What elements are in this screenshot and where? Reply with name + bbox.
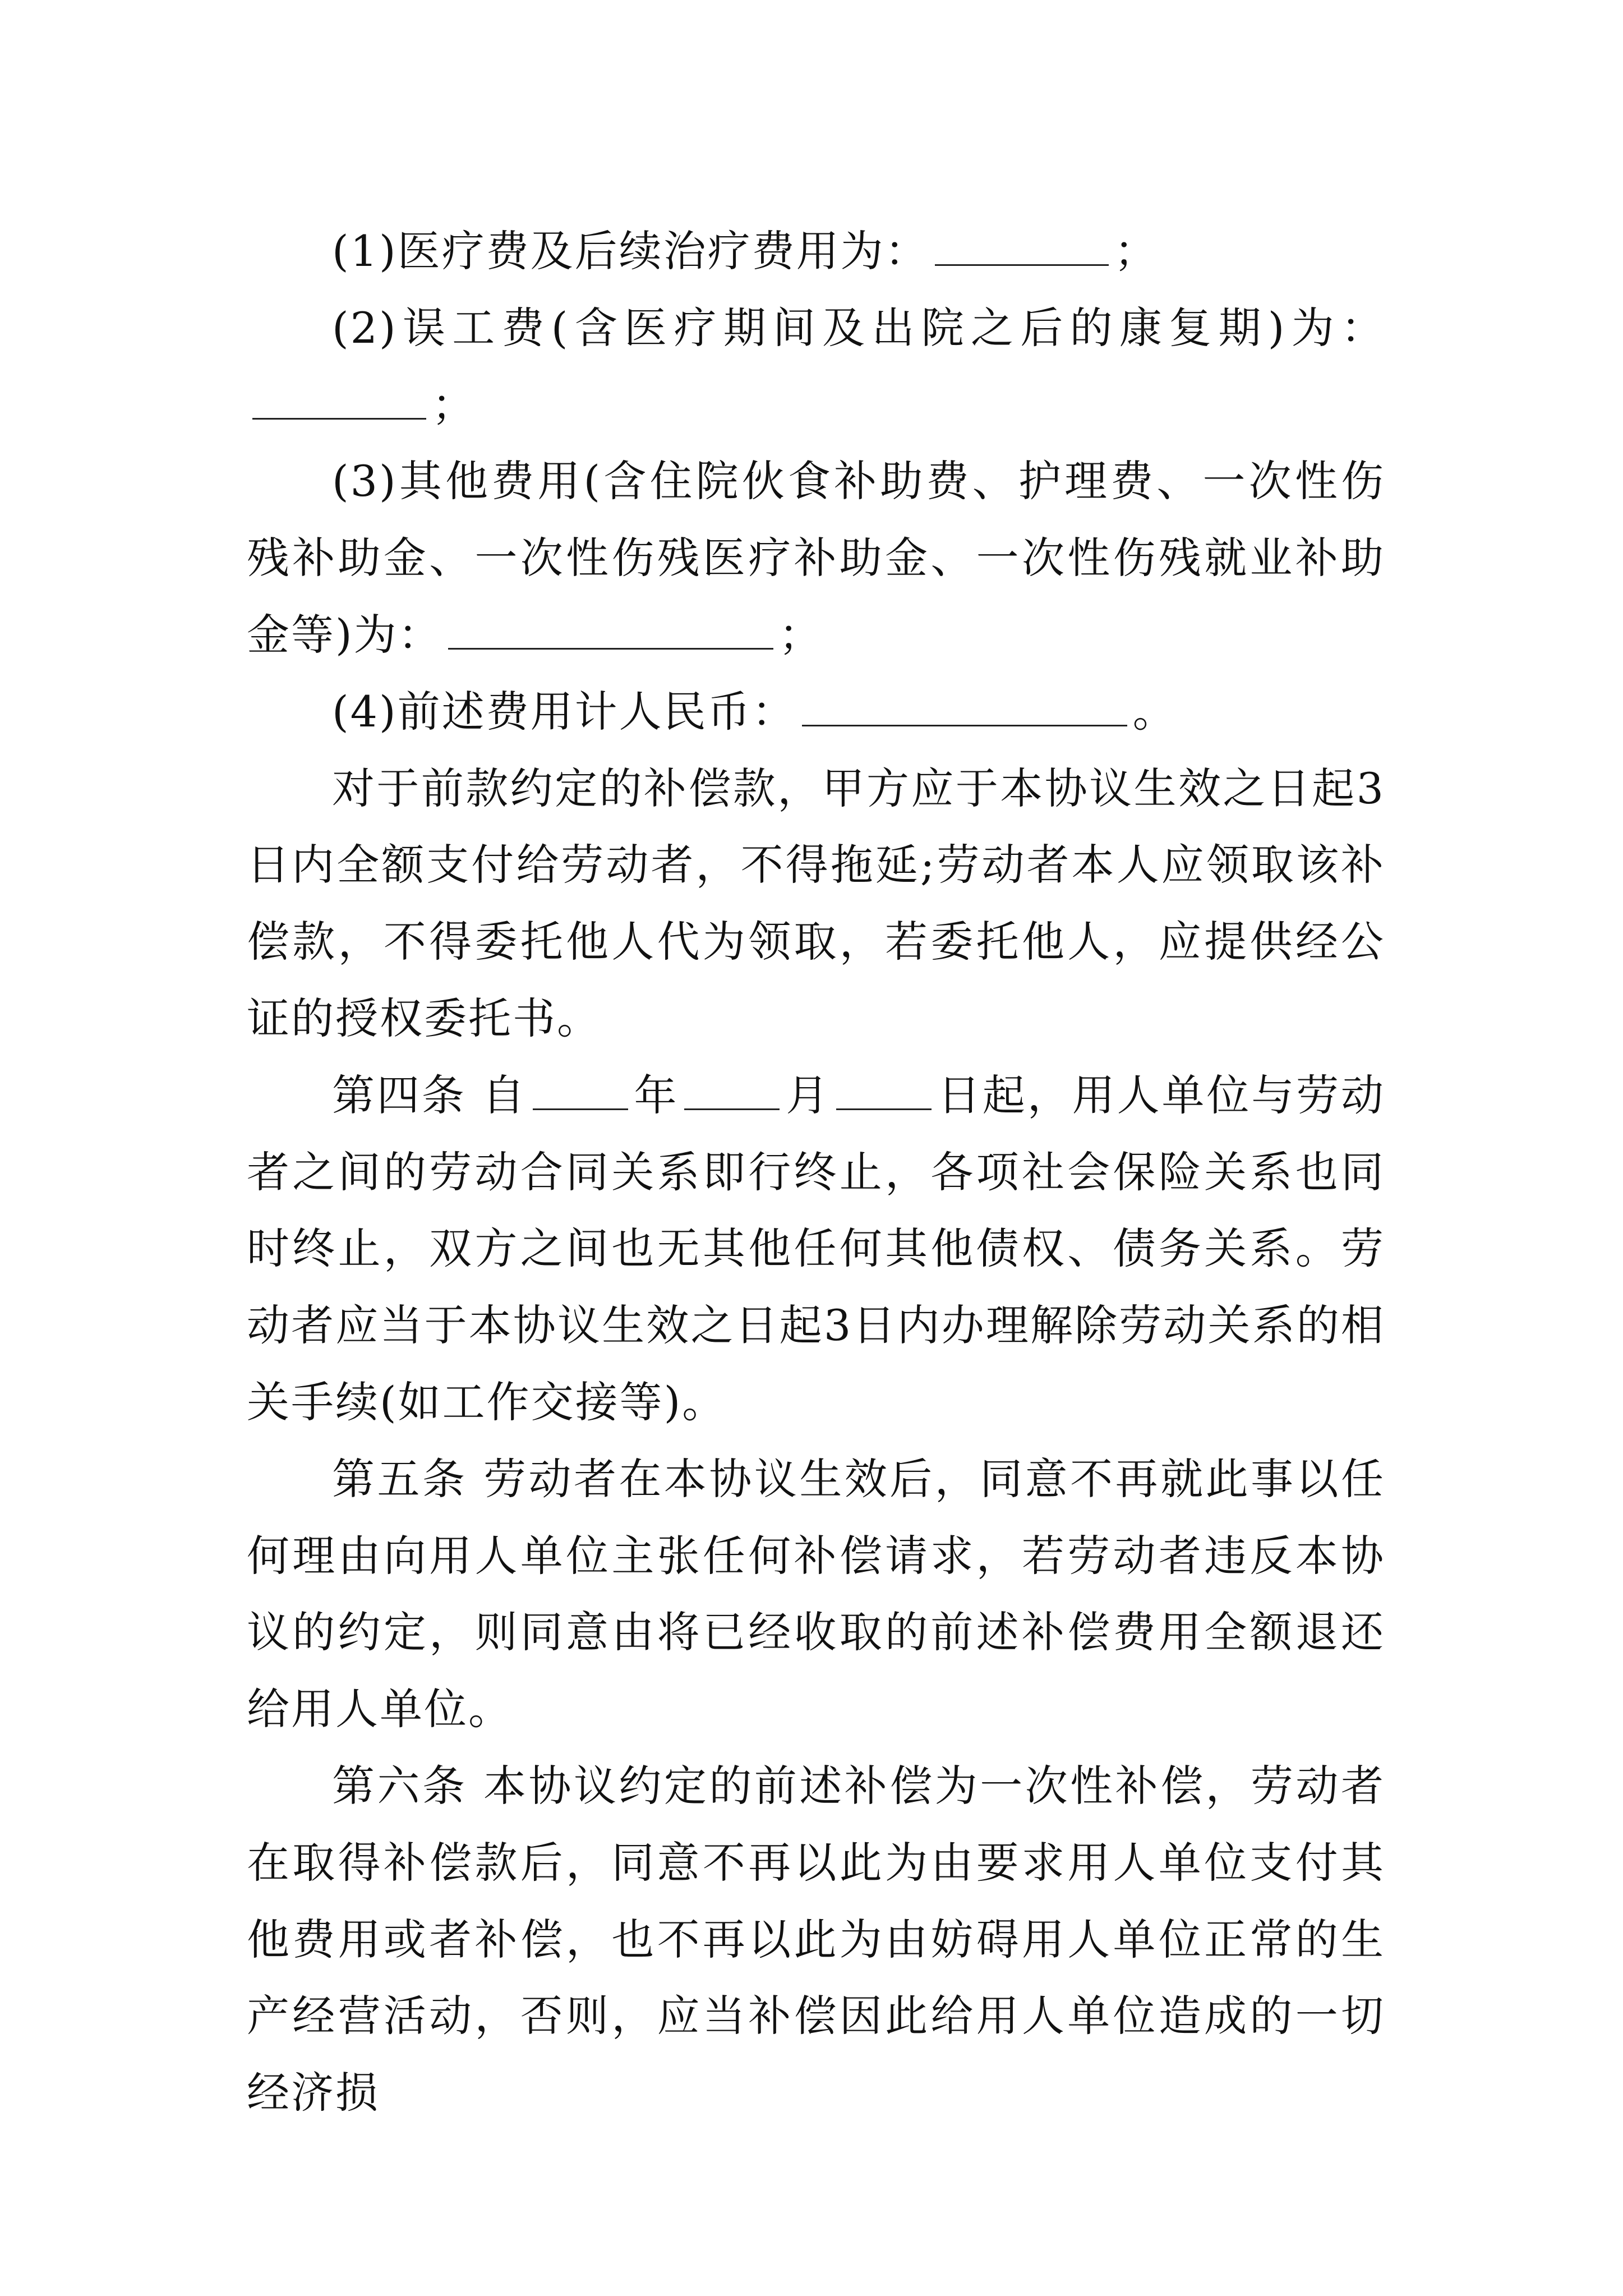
item-other-fees-label: (3)其他费用(含住院伙食补助费、护理费、一次性伤残补助金、一次性伤残医疗补助金、一次性伤残就业补助金等)为： — [247, 456, 1385, 660]
item-medical-fee — [247, 213, 1385, 290]
item-lost-wages-label: (2)误工费(含医疗期间及出院之后的康复期)为： — [332, 302, 1385, 353]
article-4 — [247, 1057, 1385, 1441]
article-5: 第五条 劳动者在本协议生效后，同意不再就此事以任何理由向用人单位主张任何补偿请求，若劳动者违反本协议的约定，则同意由将已经收取的前述补偿费用全额退还给用人单位。 — [247, 1453, 1385, 1734]
item-total-end: 。 — [1132, 686, 1177, 737]
blank-medical-fee[interactable] — [935, 224, 1109, 266]
blank-month[interactable] — [684, 1068, 780, 1110]
document-page — [247, 213, 1385, 2132]
item-lost-wages — [247, 290, 1385, 444]
item-medical-fee-end: ； — [1114, 226, 1159, 276]
blank-total[interactable] — [802, 684, 1127, 726]
blank-year[interactable] — [533, 1068, 628, 1110]
item-total — [247, 674, 1385, 751]
blank-other-fees[interactable] — [448, 608, 773, 650]
article-4-month: 月 — [785, 1070, 831, 1120]
blank-lost-wages[interactable] — [252, 377, 426, 419]
item-total-label: (4)前述费用计人民币： — [332, 686, 796, 737]
article-4-rest: 日起，用人单位与劳动者之间的劳动合同关系即行终止，各项社会保险关系也同时终止，双方之间也无其他任何其他债权、债务关系。劳动者应当于本协议生效之日起3日内办理解除劳动关系的相关手续(如工作交接等)。 — [247, 1070, 1386, 1427]
article-4-lead: 第四条 自 — [332, 1070, 527, 1120]
article-6: 第六条 本协议约定的前述补偿为一次性补偿，劳动者在取得补偿款后，同意不再以此为由要求用人单位支付其他费用或者补偿，也不再以此为由妨碍用人单位正常的生产经营活动，否则，应当补偿因此给用人单位造成的一切经济损 — [247, 1760, 1385, 2118]
item-medical-fee-label: (1)医疗费及后续治疗费用为： — [332, 226, 929, 276]
article-4-year: 年 — [633, 1070, 679, 1120]
item-other-fees — [247, 443, 1385, 673]
payment-paragraph: 对于前款约定的补偿款，甲方应于本协议生效之日起3日内全额支付给劳动者，不得拖延;劳动者本人应领取该补偿款，不得委托他人代为领取，若委托他人，应提供经公证的授权委托书。 — [247, 763, 1385, 1043]
item-lost-wages-end: ； — [432, 379, 476, 430]
item-other-fees-end: ； — [778, 609, 823, 660]
blank-day[interactable] — [836, 1068, 932, 1110]
